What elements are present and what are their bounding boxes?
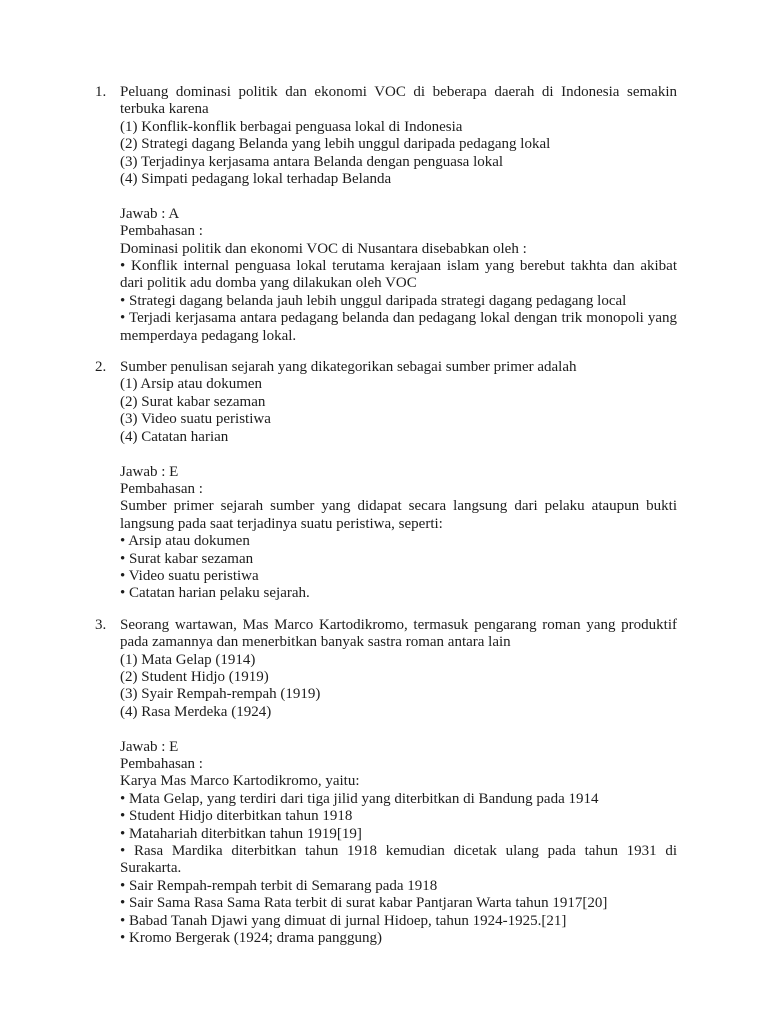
question-number: 3. [95,616,107,633]
bullet-icon: • [120,533,126,550]
discussion-bullet [120,895,677,912]
option-item: (4) Catatan harian [120,428,229,445]
question-heading [95,617,677,652]
discussion-label: Pembahasan : [120,755,203,772]
answer-section [120,464,677,603]
question-number: 1. [95,84,107,100]
discussion-bullet-text: Surat kabar sezaman [129,550,254,567]
bullet-icon: • [120,292,126,309]
discussion-bullet [120,808,677,825]
discussion-bullet-text: Mata Gelap, yang terdiri dari tiga jilid yang diterbitkan di Bandung pada 1914 [129,790,599,807]
bullet-icon: • [120,310,126,327]
option-item: (2) Surat kabar sezaman [120,393,266,410]
option-item: (3) Video suatu peristiwa [120,411,271,428]
discussion-bullet [120,551,677,568]
answer-section [120,206,677,345]
discussion-bullet [120,258,677,293]
discussion-bullet-text: Catatan harian pelaku sejarah. [129,585,310,602]
discussion-bullet-text: Student Hidjo diterbitkan tahun 1918 [129,808,353,825]
discussion-bullet-text: Konflik internal penguasa lokal terutama kerajaan islam yang berebut takhta dan akibat dari politik adu domba yang dilakukan oleh VOC [120,258,677,292]
block-spacer [95,721,677,738]
bullet-icon: • [120,567,126,584]
option-item: (4) Rasa Merdeka (1924) [120,703,272,720]
discussion-bullet [120,913,677,930]
question-prompt: Seorang wartawan, Mas Marco Kartodikromo, termasuk pengarang roman yang produktif pada zamannya dan menerbitkan banyak sastra roman antara lain [120,616,677,651]
discussion-bullet-text: Video suatu peristiwa [128,567,259,584]
option-item: (2) Student Hidjo (1919) [120,668,269,685]
bullet-icon: • [120,843,126,860]
bullet-icon: • [120,585,126,602]
question-prompt: Peluang dominasi politik dan ekonomi VOC di beberapa daerah di Indonesia semakin terbuka karena [120,84,677,118]
question-heading [95,84,677,119]
answer-label: Jawab : A [120,205,180,222]
discussion-bullet [120,585,677,602]
discussion-bullet-text: Sair Rempah-rempah terbit di Semarang pada 1918 [129,877,438,894]
option-item: (1) Mata Gelap (1914) [120,651,256,668]
option-item: (1) Arsip atau dokumen [120,376,263,393]
option-list [120,376,677,446]
option-item: (4) Simpati pedagang lokal terhadap Belanda [120,171,392,188]
discussion-bullet [120,310,677,345]
option-item: (1) Konflik-konflik berbagai penguasa lokal di Indonesia [120,118,463,135]
discussion-label: Pembahasan : [120,480,203,497]
question-block [95,617,677,948]
question-block [95,84,677,345]
discussion-bullet [120,568,677,585]
discussion-intro: Karya Mas Marco Kartodikromo, yaitu: [120,773,360,790]
discussion-intro: Dominasi politik dan ekonomi VOC di Nusantara disebabkan oleh : [120,240,527,257]
bullet-icon: • [120,550,126,567]
option-item: (3) Syair Rempah-rempah (1919) [120,686,321,703]
answer-label: Jawab : E [120,463,179,480]
discussion-bullet-text: Strategi dagang belanda jauh lebih unggul daripada strategi dagang pedagang local [129,292,627,309]
discussion-bullet-text: Sair Sama Rasa Sama Rata terbit di surat kabar Pantjaran Warta tahun 1917[20] [129,895,608,912]
bullet-icon: • [120,808,126,825]
question-prompt: Sumber penulisan sejarah yang dikategorikan sebagai sumber primer adalah [120,359,577,376]
question-heading [95,359,677,376]
block-spacer [95,446,677,463]
option-item: (2) Strategi dagang Belanda yang lebih unggul daripada pedagang lokal [120,136,551,153]
answer-label: Jawab : E [120,738,179,755]
discussion-bullet-text: Terjadi kerjasama antara pedagang belanda dan pedagang lokal dengan trik monopoli yang memperdaya pedagang lokal. [120,310,677,344]
discussion-intro: Sumber primer sejarah sumber yang didapat secara langsung dari pelaku ataupun bukti langsung pada saat terjadinya suatu peristiwa, seperti: [120,498,677,532]
bullet-icon: • [120,258,126,275]
discussion-bullet [120,533,677,550]
discussion-bullet-text: Arsip atau dokumen [128,533,250,550]
block-spacer [95,188,677,205]
discussion-bullet-text: Rasa Mardika diterbitkan tahun 1918 kemudian dicetak ulang pada tahun 1931 di Surakarta. [120,843,678,877]
discussion-bullet [120,930,677,947]
bullet-icon: • [120,877,126,894]
discussion-bullet-text: Matahariah diterbitkan tahun 1919[19] [129,825,362,842]
bullet-icon: • [120,912,126,929]
bullet-icon: • [120,790,126,807]
discussion-label: Pembahasan : [120,223,203,240]
option-list [120,652,677,722]
discussion-bullet [120,293,677,310]
discussion-bullet [120,826,677,843]
option-list [120,119,677,189]
bullet-icon: • [120,895,126,912]
document-body [95,84,677,961]
bullet-icon: • [120,825,126,842]
bullet-icon: • [120,930,126,947]
answer-section [120,739,677,948]
discussion-bullet-text: Babad Tanah Djawi yang dimuat di jurnal Hidoep, tahun 1924-1925.[21] [129,912,567,929]
discussion-bullet [120,878,677,895]
discussion-bullet [120,843,677,878]
question-block [95,359,677,603]
option-item: (3) Terjadinya kerjasama antara Belanda dengan penguasa lokal [120,153,504,170]
question-number: 2. [95,359,107,376]
discussion-bullet-text: Kromo Bergerak (1924; drama panggung) [129,930,383,947]
discussion-bullet [120,791,677,808]
